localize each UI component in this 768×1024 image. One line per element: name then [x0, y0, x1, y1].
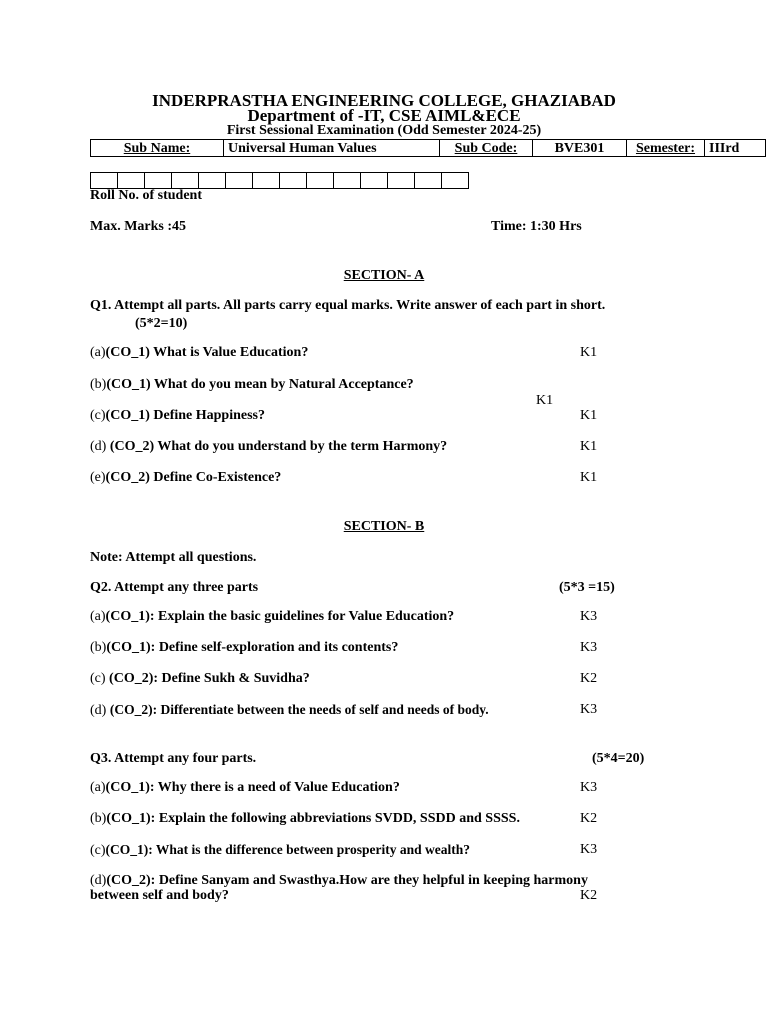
q2-marks: (5*3 =15): [559, 580, 615, 595]
part-text: (CO_1): Define self-exploration and its contents?: [106, 640, 399, 655]
q2-part-d: [90, 702, 489, 719]
sub-name-label-cell: [91, 140, 224, 157]
q3-part-d-continuation: between self and body?: [90, 888, 229, 903]
part-label: (d): [90, 703, 110, 718]
part-label: (b): [90, 640, 107, 655]
q1-part-c-level: K1: [580, 408, 598, 423]
semester-label-cell: [627, 140, 705, 157]
roll-digit-box[interactable]: [388, 173, 415, 189]
q1-part-a: [90, 345, 308, 361]
sub-code-value: BVE301: [533, 140, 627, 157]
q1-part-d-level: K1: [580, 439, 598, 454]
q1-part-e: [90, 470, 281, 486]
q3-part-c-level: K3: [580, 842, 598, 857]
roll-digit-box[interactable]: [415, 173, 442, 189]
part-text: (CO_1) What do you mean by Natural Acceptance?: [106, 377, 414, 392]
part-text: (CO_1): Explain the basic guidelines for Value Education?: [105, 609, 455, 624]
roll-digit-box[interactable]: [253, 173, 280, 189]
section-a-title: SECTION- A: [343, 268, 425, 283]
part-text: (CO_1) What is Value Education?: [105, 345, 309, 360]
roll-digit-box[interactable]: [145, 173, 172, 189]
sub-name-value: Universal Human Values: [224, 140, 440, 157]
part-label: (c): [90, 843, 106, 858]
q1-part-c: [90, 408, 265, 424]
q3-part-d-level: K2: [580, 888, 598, 903]
roll-digit-box[interactable]: [442, 173, 469, 189]
sub-code-label: Sub Code:: [454, 140, 518, 156]
q1-part-b: [90, 377, 414, 393]
part-label: (b): [90, 811, 107, 826]
part-text: (CO_1): Explain the following abbreviations SVDD, SSDD and SSSS.: [106, 811, 520, 826]
q2-part-b-level: K3: [580, 640, 598, 655]
part-label: (d): [90, 439, 110, 454]
section-b-title: SECTION- B: [343, 519, 425, 534]
roll-digit-box[interactable]: [334, 173, 361, 189]
part-text: (CO_1) Define Happiness?: [105, 408, 265, 423]
part-text: (CO_2): Define Sanyam and Swasthya.How are they helpful in keeping harmony: [106, 873, 588, 888]
part-text: (CO_1): Why there is a need of Value Education?: [105, 780, 400, 795]
sub-code-label-cell: [440, 140, 533, 157]
department-name: Department of -IT, CSE AIML&ECE: [247, 106, 521, 125]
q1-part-a-level: K1: [580, 345, 598, 360]
roll-number-boxes[interactable]: [90, 172, 469, 189]
q3-title: Q3. Attempt any four parts.: [90, 751, 257, 766]
semester-value: IIIrd: [705, 140, 766, 157]
part-label: (b): [90, 377, 107, 392]
q1-instruction: Q1. Attempt all parts. All parts carry equal marks. Write answer of each part in short.: [90, 298, 606, 313]
q1-part-b-level: K1: [536, 393, 554, 408]
sub-name-label: Sub Name:: [123, 140, 191, 156]
part-label: (a): [90, 345, 106, 360]
part-text: (CO_1): What is the difference between prosperity and wealth?: [105, 842, 471, 857]
part-label: (e): [90, 470, 106, 485]
roll-number-label: Roll No. of student: [90, 188, 203, 203]
part-label: (c): [90, 671, 110, 686]
part-text: (CO_2): Define Sukh & Suvidha?: [109, 671, 310, 686]
semester-label: Semester:: [635, 140, 696, 156]
subject-info-table: [90, 139, 766, 157]
roll-digit-box[interactable]: [118, 173, 145, 189]
roll-digit-box[interactable]: [280, 173, 307, 189]
part-label: (d): [90, 873, 107, 888]
q2-part-a: [90, 609, 454, 625]
roll-digit-box[interactable]: [172, 173, 199, 189]
part-text: (CO_2) Define Co-Existence?: [105, 470, 282, 485]
q1-marks: (5*2=10): [135, 316, 188, 331]
q3-marks: (5*4=20): [592, 751, 645, 766]
q3-part-a: [90, 780, 400, 796]
max-marks: Max. Marks :45: [90, 219, 187, 234]
part-label: (a): [90, 609, 106, 624]
roll-digit-box[interactable]: [307, 173, 334, 189]
q3-part-b: [90, 811, 520, 827]
q2-part-b: [90, 640, 398, 656]
part-label: (c): [90, 408, 106, 423]
q3-part-c: [90, 842, 470, 859]
roll-digit-box[interactable]: [361, 173, 388, 189]
q2-part-d-level: K3: [580, 702, 598, 717]
q2-part-c: [90, 671, 310, 687]
q3-part-b-level: K2: [580, 811, 598, 826]
roll-digit-box[interactable]: [226, 173, 253, 189]
part-text: (CO_2) What do you understand by the term Harmony?: [109, 439, 448, 454]
roll-digit-box[interactable]: [199, 173, 226, 189]
part-label: (a): [90, 780, 106, 795]
college-name: INDERPRASTHA ENGINEERING COLLEGE, GHAZIABAD: [152, 91, 616, 110]
q3-part-a-level: K3: [580, 780, 598, 795]
roll-digit-box[interactable]: [91, 173, 118, 189]
q2-part-a-level: K3: [580, 609, 598, 624]
q2-part-c-level: K2: [580, 671, 598, 686]
part-text: (CO_2): Differentiate between the needs of self and needs of body.: [109, 702, 489, 717]
q1-part-e-level: K1: [580, 470, 598, 485]
section-b-note: Note: Attempt all questions.: [90, 550, 257, 565]
q3-part-d: [90, 873, 588, 889]
q1-part-d: [90, 439, 447, 455]
exam-time: Time: 1:30 Hrs: [491, 219, 582, 234]
q2-title: Q2. Attempt any three parts: [90, 580, 259, 595]
exam-title: First Sessional Examination (Odd Semester 2024-25): [226, 123, 542, 138]
